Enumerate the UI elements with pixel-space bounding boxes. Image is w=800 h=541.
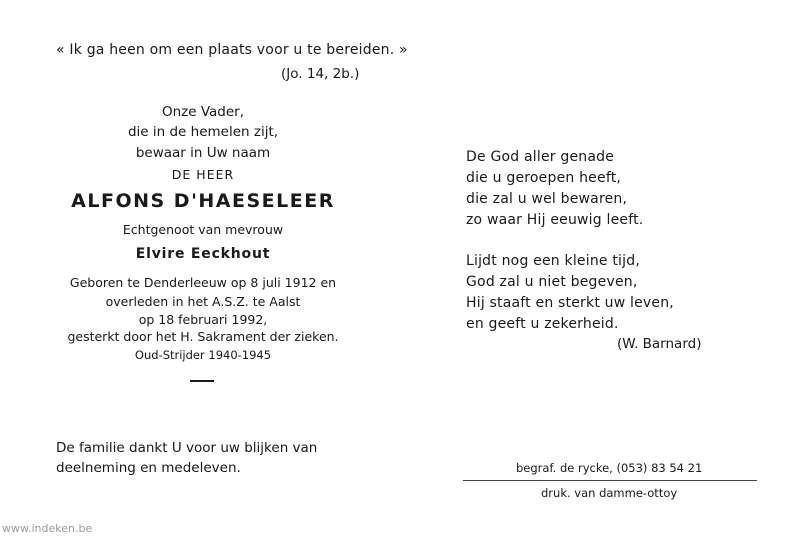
poem-line: Hij staaft en sterkt uw leven,: [466, 295, 674, 311]
bio-line: gesterkt door het H. Sakrament der zieken.: [67, 329, 339, 344]
bible-reference: (Jo. 14, 2b.): [281, 66, 360, 82]
veteran-note: Oud-Strijder 1940-1945: [134, 348, 272, 362]
bio-line: overleden in het A.S.Z. te Aalst: [105, 294, 301, 309]
poem-line: zo waar Hij eeuwig leeft.: [466, 212, 644, 228]
deceased-name: ALFONS D'HAESELEER: [71, 190, 335, 212]
thanks-line: De familie dankt U voor uw blijken van: [56, 440, 318, 456]
poem-line: Lijdt nog een kleine tijd,: [466, 253, 640, 269]
prayer-line: bewaar in Uw naam: [135, 145, 271, 161]
watermark: www.indeken.be: [2, 522, 93, 535]
thanks-line: deelneming en medeleven.: [56, 460, 241, 476]
poem-author: (W. Barnard): [617, 336, 702, 352]
poem-line: en geeft u zekerheid.: [466, 316, 619, 332]
separator-dash: [190, 380, 214, 382]
spouse-name: Elvire Eeckhout: [135, 246, 271, 262]
funeral-director: begraf. de rycke, (053) 83 54 21: [516, 461, 703, 475]
bio-line: op 18 februari 1992,: [138, 312, 268, 327]
poem-line: De God aller genade: [466, 149, 615, 165]
spouse-intro: Echtgenoot van mevrouw: [122, 222, 284, 237]
footer-rule: [463, 480, 757, 481]
poem-line: God zal u niet begeven,: [466, 274, 638, 290]
bio-line: Geboren te Denderleeuw op 8 juli 1912 en: [69, 275, 337, 290]
bible-quote: « Ik ga heen om een plaats voor u te bereiden. »: [56, 42, 408, 58]
prayer-line: die in de hemelen zijt,: [127, 124, 279, 140]
printer-credit: druk. van damme-ottoy: [541, 486, 678, 500]
prayer-line: Onze Vader,: [161, 104, 245, 120]
poem-line: die u geroepen heeft,: [466, 170, 622, 186]
poem-line: die zal u wel bewaren,: [466, 191, 628, 207]
title-de-heer: DE HEER: [171, 167, 235, 182]
